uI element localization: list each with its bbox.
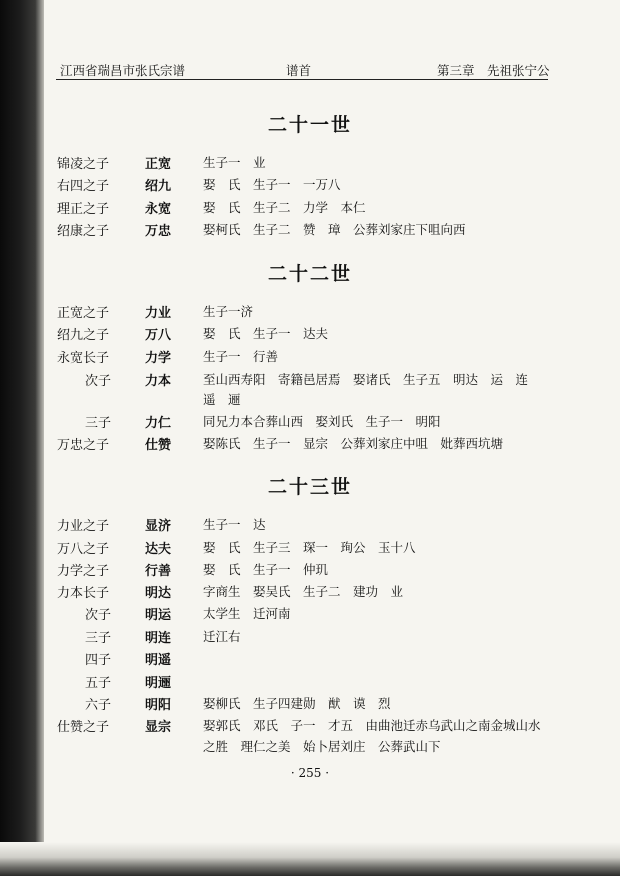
genealogy-entry-continuation bbox=[0, 390, 620, 412]
entry-description: 生子一济 bbox=[203, 304, 254, 319]
genealogy-entry bbox=[0, 347, 620, 369]
genealogy-entry bbox=[0, 434, 620, 456]
relation-label: 永宽长子 bbox=[57, 351, 110, 366]
relation-label: 绍康之子 bbox=[57, 224, 110, 239]
person-name: 明逦 bbox=[145, 676, 172, 691]
generation-title: 二十三世 bbox=[267, 476, 352, 498]
entry-description: 娶 氏 生子一 达夫 bbox=[203, 326, 329, 341]
entry-description: 生子一 行善 bbox=[203, 349, 279, 364]
genealogy-entry-continuation bbox=[0, 737, 620, 759]
person-name: 明运 bbox=[145, 608, 172, 623]
genealogy-entry bbox=[0, 302, 620, 324]
relation-label: 理正之子 bbox=[57, 202, 110, 217]
entry-description: 至山西寿阳 寄籍邑居焉 娶诸氏 生子五 明达 运 连 bbox=[203, 372, 529, 387]
relation-label: 六子 bbox=[85, 698, 112, 713]
relation-label: 次子 bbox=[85, 374, 112, 389]
relation-label: 四子 bbox=[85, 653, 112, 668]
entry-description: 娶 氏 生子一 仲玑 bbox=[203, 562, 329, 577]
relation-label: 五子 bbox=[85, 676, 112, 691]
relation-label: 仕赞之子 bbox=[57, 720, 110, 735]
person-name: 力仁 bbox=[145, 416, 172, 431]
person-name: 仕赞 bbox=[145, 438, 172, 453]
entry-description: 娶陈氏 生子一 显宗 公葬刘家庄中咀 妣葬西坑塘 bbox=[203, 436, 504, 451]
person-name: 力本 bbox=[145, 374, 172, 389]
running-header-center: 谱首 bbox=[286, 63, 312, 78]
entry-description-continued: 遥 逦 bbox=[203, 392, 241, 407]
person-name: 明连 bbox=[145, 631, 172, 646]
person-name: 明遥 bbox=[145, 653, 172, 668]
entry-description: 同兄力本合葬山西 娶刘氏 生子一 明阳 bbox=[203, 414, 441, 429]
entry-description-continued: 之胜 理仁之美 始卜居刘庄 公葬武山下 bbox=[203, 739, 441, 754]
page-number: · 255 · bbox=[290, 766, 330, 780]
genealogy-entry bbox=[0, 175, 620, 197]
relation-label: 万八之子 bbox=[57, 542, 110, 557]
person-name: 行善 bbox=[145, 564, 172, 579]
entry-description: 娶 氏 生子二 力学 本仁 bbox=[203, 200, 366, 215]
entry-description: 娶柳氏 生子四建勋 猷 谟 烈 bbox=[203, 696, 391, 711]
entry-description: 生子一 业 bbox=[203, 155, 266, 170]
entry-description: 娶 氏 生子三 琛一 珣公 玉十八 bbox=[203, 540, 416, 555]
genealogy-entry bbox=[0, 582, 620, 604]
genealogy-entry bbox=[0, 153, 620, 175]
person-name: 万忠 bbox=[145, 224, 172, 239]
genealogy-entry bbox=[0, 220, 620, 242]
genealogy-entry bbox=[0, 627, 620, 649]
relation-label: 正宽之子 bbox=[57, 306, 110, 321]
genealogy-entry bbox=[0, 538, 620, 560]
relation-label: 万忠之子 bbox=[57, 438, 110, 453]
relation-label: 锦凌之子 bbox=[57, 157, 110, 172]
running-header-left: 江西省瑞昌市张氏宗谱 bbox=[60, 63, 186, 78]
genealogy-entry bbox=[0, 672, 620, 694]
person-name: 正宽 bbox=[145, 157, 172, 172]
relation-label: 力本长子 bbox=[57, 586, 110, 601]
person-name: 绍九 bbox=[145, 179, 172, 194]
person-name: 力业 bbox=[145, 306, 172, 321]
entry-description: 太学生 迁河南 bbox=[203, 606, 291, 621]
genealogy-entry bbox=[0, 604, 620, 626]
generation-title: 二十二世 bbox=[267, 263, 352, 285]
person-name: 明达 bbox=[145, 586, 172, 601]
genealogy-entry bbox=[0, 198, 620, 220]
entry-description: 娶柯氏 生子二 赞 璋 公葬刘家庄下咀向西 bbox=[203, 222, 466, 237]
genealogy-entry bbox=[0, 649, 620, 671]
header-rule bbox=[56, 79, 548, 80]
relation-label: 绍九之子 bbox=[57, 328, 110, 343]
genealogy-entry bbox=[0, 324, 620, 346]
page-bottom-shadow bbox=[0, 842, 620, 876]
person-name: 显济 bbox=[145, 519, 172, 534]
entry-description: 娶郭氏 邓氏 子一 才五 由曲池迁赤乌武山之南金城山水 bbox=[203, 718, 541, 733]
generation-title: 二十一世 bbox=[267, 114, 352, 136]
entry-description: 娶 氏 生子一 一万八 bbox=[203, 177, 341, 192]
relation-label: 三子 bbox=[85, 416, 112, 431]
relation-label: 力业之子 bbox=[57, 519, 110, 534]
genealogy-entry bbox=[0, 412, 620, 434]
genealogy-entry bbox=[0, 560, 620, 582]
person-name: 万八 bbox=[145, 328, 172, 343]
person-name: 永宽 bbox=[145, 202, 172, 217]
genealogy-entry bbox=[0, 694, 620, 716]
genealogy-entry bbox=[0, 515, 620, 537]
person-name: 达夫 bbox=[145, 542, 172, 557]
entry-description: 生子一 达 bbox=[203, 517, 266, 532]
relation-label: 右四之子 bbox=[57, 179, 110, 194]
relation-label: 力学之子 bbox=[57, 564, 110, 579]
entry-description: 迁江右 bbox=[203, 629, 241, 644]
relation-label: 次子 bbox=[85, 608, 112, 623]
running-header-right: 第三章 先祖张宁公 bbox=[437, 63, 550, 78]
person-name: 显宗 bbox=[145, 720, 172, 735]
person-name: 明阳 bbox=[145, 698, 172, 713]
entry-description: 字商生 娶吴氏 生子二 建功 业 bbox=[203, 584, 404, 599]
person-name: 力学 bbox=[145, 351, 172, 366]
genealogy-entry bbox=[0, 716, 620, 738]
genealogy-entry bbox=[0, 370, 620, 392]
relation-label: 三子 bbox=[85, 631, 112, 646]
